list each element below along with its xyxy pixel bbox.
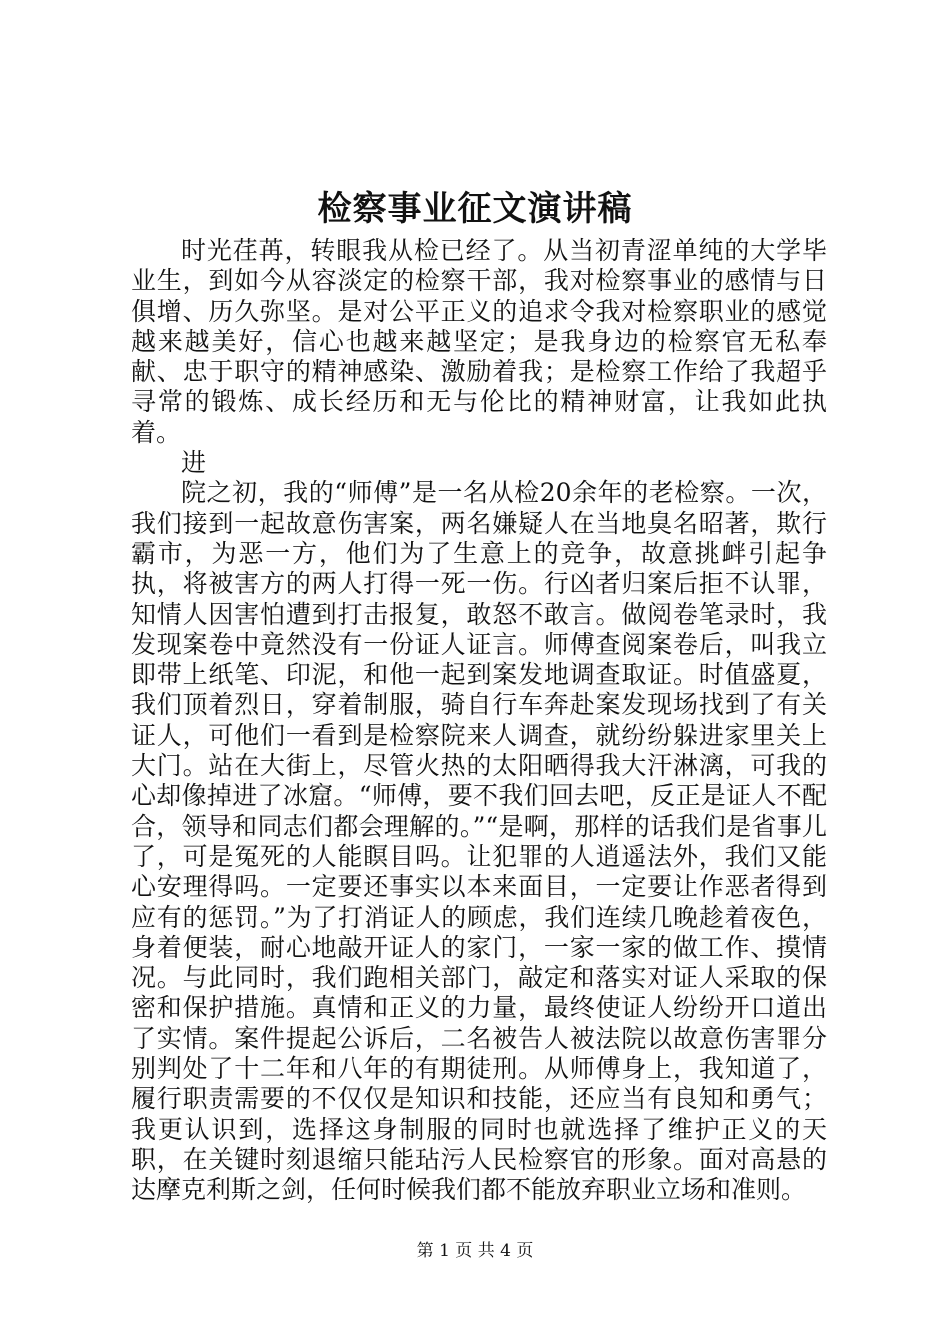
paragraph-fragment: 进: [181, 448, 207, 478]
page-footer: 第 1 页 共 4 页: [416, 1241, 534, 1261]
paragraph-intro: 时光荏苒，转眼我从检已经了。从当初青涩单纯的大学毕业生，到如今从容淡定的检察干部，我对检察事业的感情与日俱增、历久弥坚。是对公平正义的追求令我对检察职业的感觉越来越美好，信心也越来越坚定；是我身边的检察官无私奉献、忠于职守的精神感染、激励着我；是检察工作给了我超乎寻常的锻炼、成长经历和无与伦比的精神财富，让我如此执着。: [131, 236, 827, 447]
paragraph-story: 院之初，我的“师傅”是一名从检20余年的老检察。一次，我们接到一起故意伤害案，两名嫌疑人在当地臭名昭著，欺行霸市，为恶一方，他们为了生意上的竞争，故意挑衅引起争执，将被害方的两人打得一死一伤。行凶者归案后拒不认罪，知情人因害怕遭到打击报复，敢怒不敢言。做阅卷笔录时，我发现案卷中竟然没有一份证人证言。师傅查阅案卷后，叫我立即带上纸笔、印泥，和他一起到案发地调查取证。时值盛夏，我们顶着烈日，穿着制服，骑自行车奔赴案发现场找到了有关证人，可他们一看到是检察院来人调查，就纷纷躲进家里关上大门。站在大街上，尽管火热的太阳晒得我大汗淋漓，可我的心却像掉进了冰窟。“师傅，要不我们回去吧，反正是证人不配合，领导和同志们都会理解的。”“是啊，那样的话我们是省事儿了，可是冤死的人能瞑目吗。让犯罪的人逍遥法外，我们又能心安理得吗。一定要还事实以本来面目，一定要让作恶者得到应有的惩罚。”为了打消证人的顾虑，我们连续几晚趁着夜色，身着便装，耐心地敲开证人的家门，一家一家的做工作、摸情况。与此同时，我们跑相关部门，敲定和落实对证人采取的保密和保护措施。真情和正义的力量，最终使证人纷纷开口道出了实情。案件提起公诉后，二名被告人被法院以故意伤害罪分别判处了十二年和八年的有期徒刑。从师傅身上，我知道了，履行职责需要的不仅仅是知识和技能，还应当有良知和勇气；我更认识到，选择这身制服的同时也就选择了维护正义的天职，在关键时刻退缩只能玷污人民检察官的形象。面对高悬的达摩克利斯之剑，任何时候我们都不能放弃职业立场和准则。: [131, 478, 827, 1205]
document-body: [131, 236, 827, 1206]
document-title: 检察事业征文演讲稿: [317, 189, 633, 229]
